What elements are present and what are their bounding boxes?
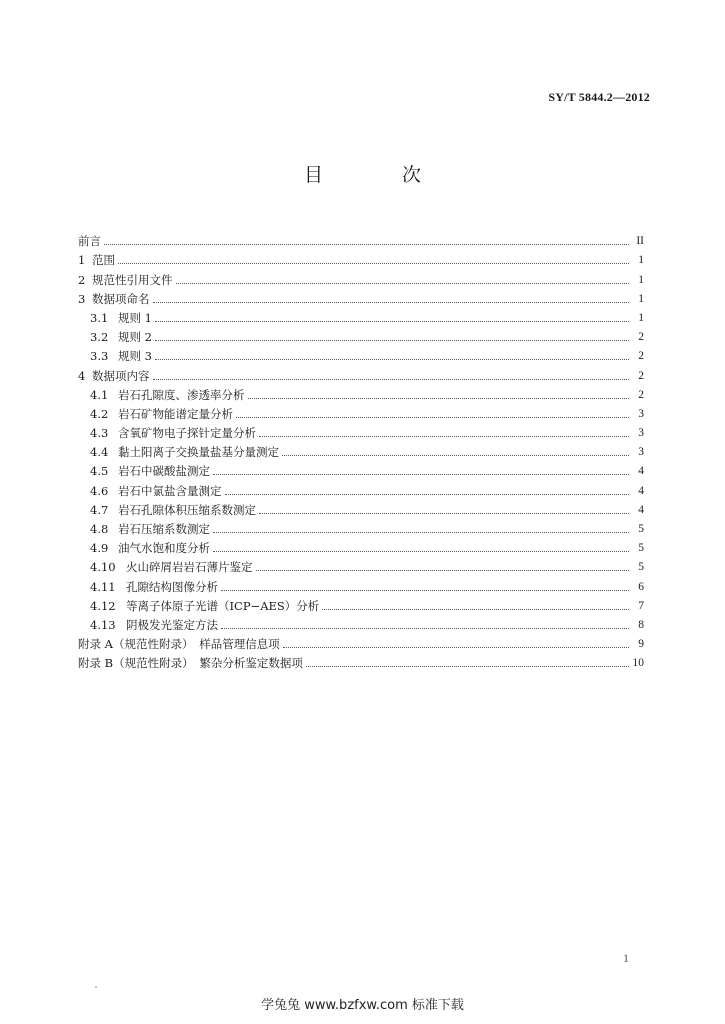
toc-entry-page: 3 xyxy=(638,407,644,420)
toc-entry-page: 2 xyxy=(638,388,644,401)
toc-dot-leader xyxy=(225,494,630,495)
toc-entry-page: 5 xyxy=(638,561,644,574)
toc-entry-number: 4.2 xyxy=(90,406,109,421)
toc-entry-title: 黏土阳离子交换量盐基分量测定 xyxy=(118,445,279,460)
toc-dot-leader xyxy=(213,532,629,533)
toc-entry[interactable] xyxy=(78,306,644,325)
toc-entry-title: 孔隙结构图像分析 xyxy=(126,579,218,594)
toc-entry-page: 5 xyxy=(638,523,644,535)
toc-entry-number: 2 xyxy=(78,272,86,287)
toc-dot-leader xyxy=(306,666,629,667)
toc-entry[interactable] xyxy=(78,440,644,459)
toc-entry-number: 4.10 xyxy=(90,560,116,575)
toc-dot-leader xyxy=(213,551,629,552)
toc-entry-number: 3.1 xyxy=(90,310,109,325)
toc-entry-page: 2 xyxy=(638,331,644,344)
toc-entry-title: 岩石压缩系数测定 xyxy=(118,522,210,536)
toc-entry-title: 油气水饱和度分析 xyxy=(118,541,210,556)
toc-entry-number: 1 xyxy=(78,253,86,268)
toc-entry[interactable] xyxy=(78,267,644,286)
document-code: SY/T 5844.2—2012 xyxy=(548,90,650,104)
toc-entry-title: 岩石矿物能谱定量分析 xyxy=(118,406,233,421)
toc-entry[interactable] xyxy=(78,574,644,593)
toc-entry-title: 范围 xyxy=(92,253,115,268)
toc-entry-page: 1 xyxy=(638,311,644,324)
toc-entry-title: 火山碎屑岩岩石薄片鉴定 xyxy=(126,560,253,575)
toc-entry[interactable] xyxy=(78,325,644,344)
toc-entry-page: 3 xyxy=(638,446,644,459)
toc-entry[interactable] xyxy=(78,478,644,497)
toc-entry-title: 等离子体原子光谱（ICP−AES）分析 xyxy=(126,598,320,613)
toc-dot-leader xyxy=(213,474,629,475)
toc-entry[interactable] xyxy=(78,383,644,402)
toc-entry[interactable] xyxy=(78,421,644,440)
toc-entry[interactable] xyxy=(78,555,644,574)
toc-entry[interactable] xyxy=(78,632,644,651)
toc-entry-page: 7 xyxy=(638,599,644,612)
toc-entry[interactable] xyxy=(78,363,644,382)
toc-dot-leader xyxy=(259,513,629,514)
toc-dot-leader xyxy=(155,321,629,322)
toc-entry[interactable] xyxy=(78,594,644,613)
toc-entry[interactable] xyxy=(78,229,644,248)
toc-dot-leader xyxy=(248,398,630,399)
toc-entry[interactable] xyxy=(78,402,644,421)
toc-entry-number: 4.5 xyxy=(90,464,109,479)
toc-entry[interactable] xyxy=(78,459,644,478)
toc-dot-leader xyxy=(282,455,629,456)
toc-entry-number: 4.8 xyxy=(90,522,109,536)
watermark-link[interactable]: 学兔兔 www.bzfxw.com 标准下载 xyxy=(261,998,464,1013)
toc-dot-leader xyxy=(236,417,629,418)
toc-entry-page: 1 xyxy=(638,273,644,286)
toc-entry-title: 规则 3 xyxy=(118,349,152,364)
toc-entry[interactable] xyxy=(78,613,644,632)
toc-entry[interactable] xyxy=(78,344,644,363)
toc-entry-page: 2 xyxy=(638,350,644,363)
toc-dot-leader xyxy=(155,340,629,341)
toc-entry-number: 4.4 xyxy=(90,445,109,460)
toc-entry-page: 4 xyxy=(638,503,644,516)
toc-entry-title: 数据项命名 xyxy=(92,291,150,306)
toc-entry-page: 6 xyxy=(638,580,644,593)
toc-dot-leader xyxy=(153,302,630,303)
toc-entry-number: 3.3 xyxy=(90,349,109,364)
toc-entry-title: 岩石中氯盐含量测定 xyxy=(118,483,222,498)
toc-dot-leader xyxy=(155,359,629,360)
toc-entry-title: 岩石孔隙体积压缩系数测定 xyxy=(118,502,256,517)
toc-entry-number: 4.9 xyxy=(90,541,109,556)
toc-dot-leader xyxy=(221,590,629,591)
toc-dot-leader xyxy=(283,647,629,648)
toc-entry-number: 4.3 xyxy=(90,426,109,441)
toc-entry-page: 1 xyxy=(638,292,644,305)
table-of-contents xyxy=(78,229,644,670)
toc-entry-page: 5 xyxy=(638,542,644,555)
toc-entry[interactable] xyxy=(78,498,644,517)
toc-entry[interactable] xyxy=(78,287,644,306)
toc-entry-page: 10 xyxy=(632,657,644,670)
toc-dot-leader xyxy=(256,570,630,571)
toc-dot-leader xyxy=(104,244,629,245)
toc-dot-leader xyxy=(153,379,630,380)
toc-entry-title: 岩石孔隙度、渗透率分析 xyxy=(118,387,245,402)
toc-entry-title: 规范性引用文件 xyxy=(92,272,173,287)
toc-entry-number: 4.7 xyxy=(90,502,109,517)
toc-entry-number: 4.11 xyxy=(90,579,116,594)
toc-entry-page: 3 xyxy=(638,427,644,440)
toc-entry-title: 规则 1 xyxy=(118,310,152,325)
toc-entry-number: 4 xyxy=(78,368,86,383)
toc-entry-title: 阴极发光鉴定方法 xyxy=(126,617,218,632)
page-number: 1 xyxy=(623,951,629,965)
toc-entry-title: 附录 A（规范性附录） 样品管理信息项 xyxy=(78,637,280,652)
toc-dot-leader xyxy=(221,628,629,629)
toc-dot-leader xyxy=(176,283,630,284)
toc-entry-number: 4.1 xyxy=(90,387,109,402)
toc-dot-leader xyxy=(118,263,629,264)
toc-entry-number: 3.2 xyxy=(90,330,109,345)
toc-entry-title: 岩石中碳酸盐测定 xyxy=(118,464,210,479)
toc-entry-title: 含氧矿物电子探针定量分析 xyxy=(118,426,256,441)
toc-entry-page: 4 xyxy=(638,465,644,478)
toc-entry[interactable] xyxy=(78,536,644,555)
toc-entry[interactable] xyxy=(78,517,644,536)
toc-entry[interactable] xyxy=(78,248,644,267)
toc-entry[interactable] xyxy=(78,651,644,670)
toc-entry-page: 2 xyxy=(638,369,644,382)
toc-entry-page: II xyxy=(636,235,644,248)
toc-entry-title: 规则 2 xyxy=(118,330,152,345)
toc-entry-number: 4.13 xyxy=(90,617,116,632)
toc-dot-leader xyxy=(322,609,629,610)
toc-entry-title: 数据项内容 xyxy=(92,368,150,383)
toc-entry-page: 4 xyxy=(638,484,644,497)
toc-entry-number: 4.6 xyxy=(90,483,109,498)
toc-entry-page: 1 xyxy=(638,254,644,267)
page-title: 目 次 xyxy=(303,164,451,186)
toc-entry-page: 9 xyxy=(638,638,644,651)
toc-entry-page: 8 xyxy=(638,618,644,631)
toc-entry-title: 前言 xyxy=(78,234,101,249)
toc-dot-leader xyxy=(259,436,629,437)
scan-speck xyxy=(95,986,97,988)
toc-entry-title: 附录 B（规范性附录） 繁杂分析鉴定数据项 xyxy=(78,656,303,671)
toc-entry-number: 4.12 xyxy=(90,598,116,613)
toc-entry-number: 3 xyxy=(78,291,86,306)
